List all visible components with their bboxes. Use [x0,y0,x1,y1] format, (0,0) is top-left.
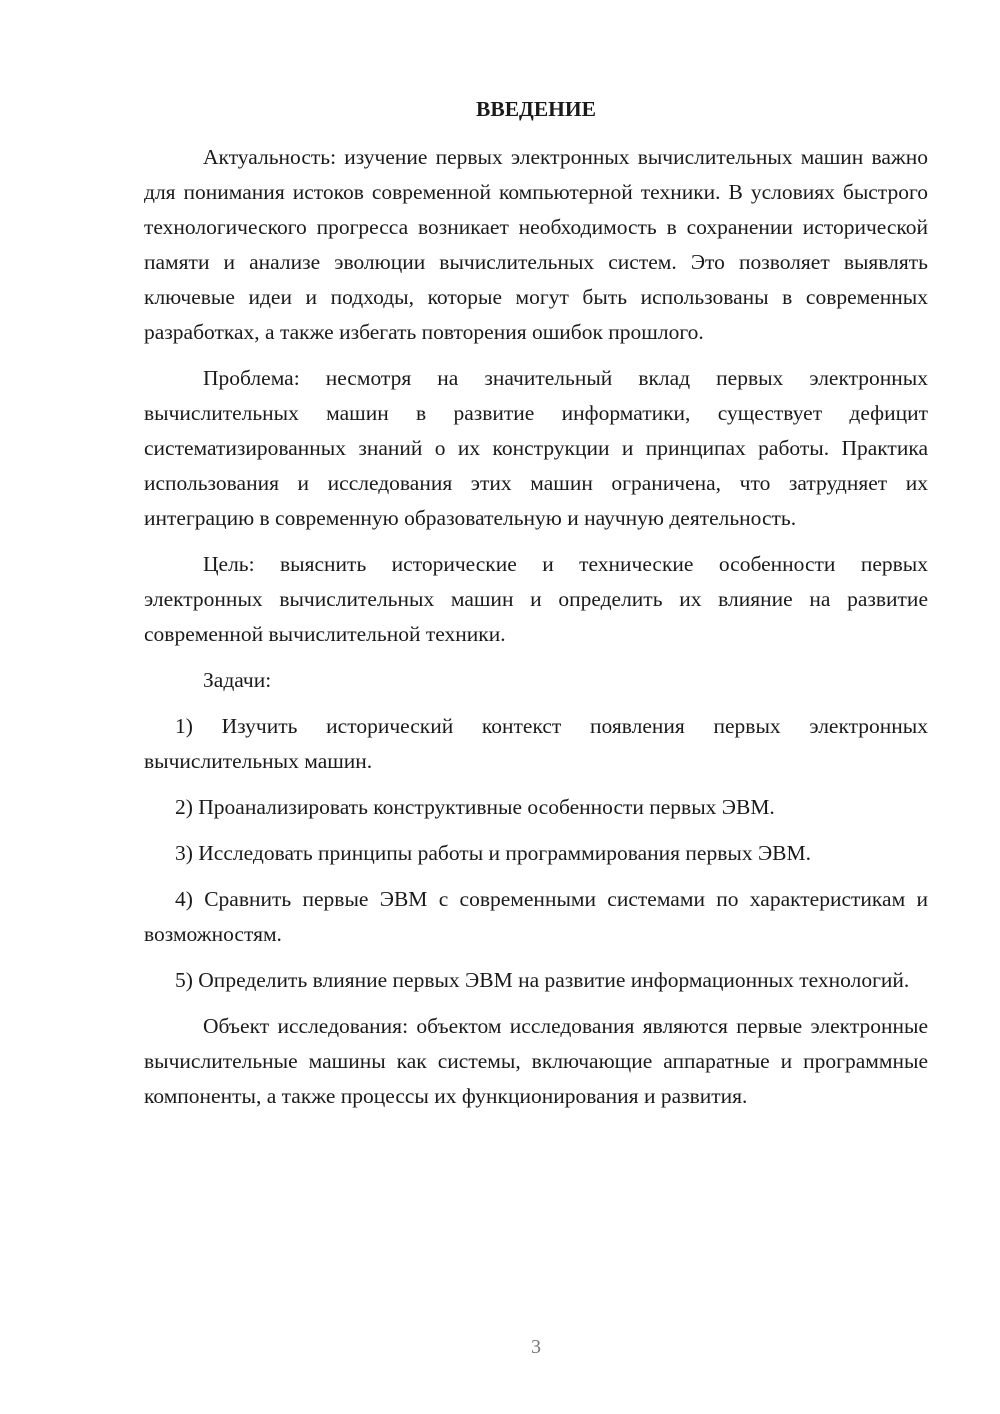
tasks-label: Задачи: [203,668,272,692]
task-item-5: 5) Определить влияние первых ЭВМ на развитие информационных технологий. [175,968,910,992]
paragraph-object: Объект исследования: объектом исследования являются первые электронные вычислительные машины как системы, включающие аппаратные и программные компоненты, а также процессы их функционирования и развития. [144,1014,928,1108]
document-body [144,92,928,1125]
paragraph-problem: Проблема: несмотря на значительный вклад первых электронных вычислительных машин в развитие информатики, существует дефицит систематизированных знаний о их конструкции и принципах работы. Практика использования и исследования этих машин ограничена, что затрудняет их интеграцию в современную образовательную и научную деятельность. [144,366,928,530]
task-item-4: 4) Сравнить первые ЭВМ с современными системами по характеристикам и возможностям. [144,887,928,946]
task-item-1: 1) Изучить исторический контекст появления первых электронных вычислительных машин. [144,714,928,773]
task-item-3: 3) Исследовать принципы работы и программирования первых ЭВМ. [175,841,811,865]
paragraph-relevance: Актуальность: изучение первых электронных вычислительных машин важно для понимания истоков современной компьютерной техники. В условиях быстрого технологического прогресса возникает необходимость в сохранении исторической памяти и анализе эволюции вычислительных систем. Это позволяет выявлять ключевые идеи и подходы, которые могут быть использованы в современных разработках, а также избегать повторения ошибок прошлого. [144,145,928,344]
paragraph-goal: Цель: выяснить исторические и технические особенности первых электронных вычислительных машин и определить их влияние на развитие современной вычислительной техники. [144,552,928,646]
task-item-2: 2) Проанализировать конструктивные особенности первых ЭВМ. [175,795,775,819]
page-number: 3 [531,1336,541,1358]
page-title: ВВЕДЕНИЕ [476,97,596,121]
